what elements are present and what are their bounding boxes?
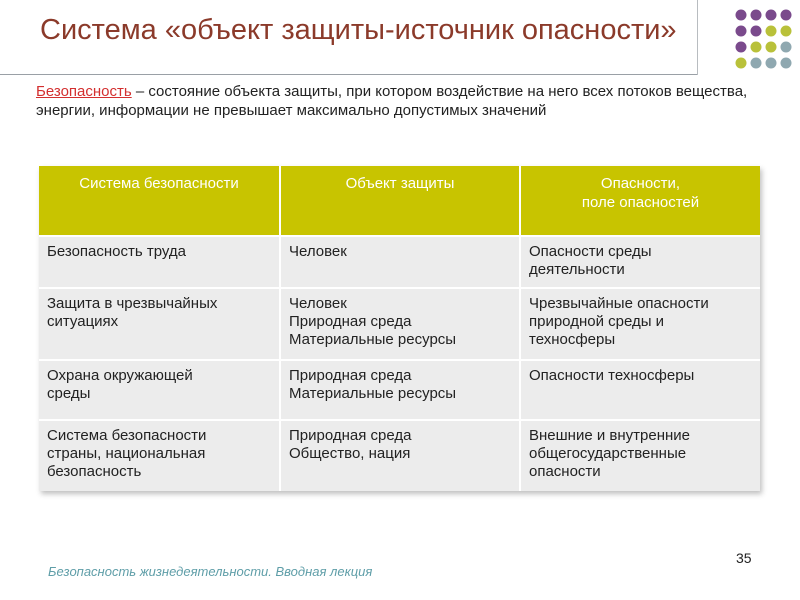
cell-line: Человек	[289, 243, 347, 260]
table-cell	[280, 360, 520, 420]
table-cell	[520, 360, 760, 420]
header-hazards	[520, 166, 760, 236]
page-number: 35	[736, 550, 752, 566]
table-cell	[39, 420, 280, 491]
footer-course-title: Безопасность жизнедеятельности. Вводная лекция	[48, 564, 373, 579]
table-cell	[280, 288, 520, 360]
definition-term: Безопасность	[36, 83, 132, 100]
cell-line: Охрана окружающей	[47, 367, 193, 384]
definition-text: – состояние объекта защиты, при котором воздействие на него всех потоков вещества, энергии, информации не превышает максимально допустимых значений	[36, 83, 748, 119]
table-cell	[520, 420, 760, 491]
slide-title: Система «объект защиты-источник опасности»	[40, 14, 677, 46]
decor-dot	[766, 26, 777, 37]
header-line: Опасности,	[600, 175, 681, 192]
cell-line: Человек	[289, 295, 347, 312]
safety-table-container	[39, 166, 760, 491]
table-cell	[280, 420, 520, 491]
safety-system-table	[39, 166, 760, 491]
decor-dot	[766, 42, 777, 53]
decor-dot	[751, 26, 762, 37]
table-cell	[280, 236, 520, 288]
cell-line: Внешние и внутренние	[529, 427, 690, 444]
cell-line: Природная среда	[289, 313, 412, 330]
decorative-dots-icon	[734, 8, 794, 72]
table-cell	[39, 360, 280, 420]
cell-line: ситуациях	[47, 313, 119, 330]
header-line: поле опасностей	[581, 194, 700, 211]
cell-line: деятельности	[529, 261, 625, 278]
cell-line: Опасности техносферы	[529, 367, 695, 384]
table-cell	[520, 288, 760, 360]
table-row	[39, 420, 760, 491]
table-header-row	[39, 166, 760, 236]
decor-dot	[736, 58, 747, 69]
decor-dot	[781, 10, 792, 21]
cell-line: Опасности среды	[529, 243, 652, 260]
definition-paragraph	[36, 82, 756, 120]
cell-line: Материальные ресурсы	[289, 331, 457, 348]
cell-line: общегосударственные	[529, 445, 687, 462]
table-cell	[39, 288, 280, 360]
cell-line: безопасность	[47, 463, 142, 480]
cell-line: Защита в чрезвычайных	[47, 295, 218, 312]
cell-line: техносферы	[529, 331, 616, 348]
decor-dot	[766, 58, 777, 69]
header-line: Объект защиты	[345, 175, 455, 192]
cell-line: Природная среда	[289, 367, 412, 384]
decor-dot	[736, 10, 747, 21]
header-protected-object	[280, 166, 520, 236]
cell-line: природной среды и	[529, 313, 665, 330]
header-line: Система безопасности	[79, 175, 239, 192]
table-row	[39, 288, 760, 360]
decor-dot	[781, 42, 792, 53]
cell-line: Общество, нация	[289, 445, 411, 462]
header-safety-system	[39, 166, 280, 236]
table-row	[39, 360, 760, 420]
cell-line: опасности	[529, 463, 601, 480]
decor-dot	[751, 58, 762, 69]
title-divider	[0, 74, 698, 75]
decor-dot	[736, 26, 747, 37]
cell-line: Природная среда	[289, 427, 412, 444]
decor-dot	[751, 42, 762, 53]
cell-line: среды	[47, 385, 91, 402]
decor-dot	[751, 10, 762, 21]
decor-dot	[781, 26, 792, 37]
table-row	[39, 236, 760, 288]
cell-line: Материальные ресурсы	[289, 385, 457, 402]
cell-line: страны, национальная	[47, 445, 206, 462]
table-cell	[520, 236, 760, 288]
table-cell	[39, 236, 280, 288]
decor-dot	[736, 42, 747, 53]
decor-dot	[781, 58, 792, 69]
cell-line: Чрезвычайные опасности	[529, 295, 709, 312]
cell-line: Безопасность труда	[47, 243, 186, 260]
decor-dot	[766, 10, 777, 21]
title-vertical-divider	[697, 0, 698, 75]
cell-line: Система безопасности	[47, 427, 207, 444]
